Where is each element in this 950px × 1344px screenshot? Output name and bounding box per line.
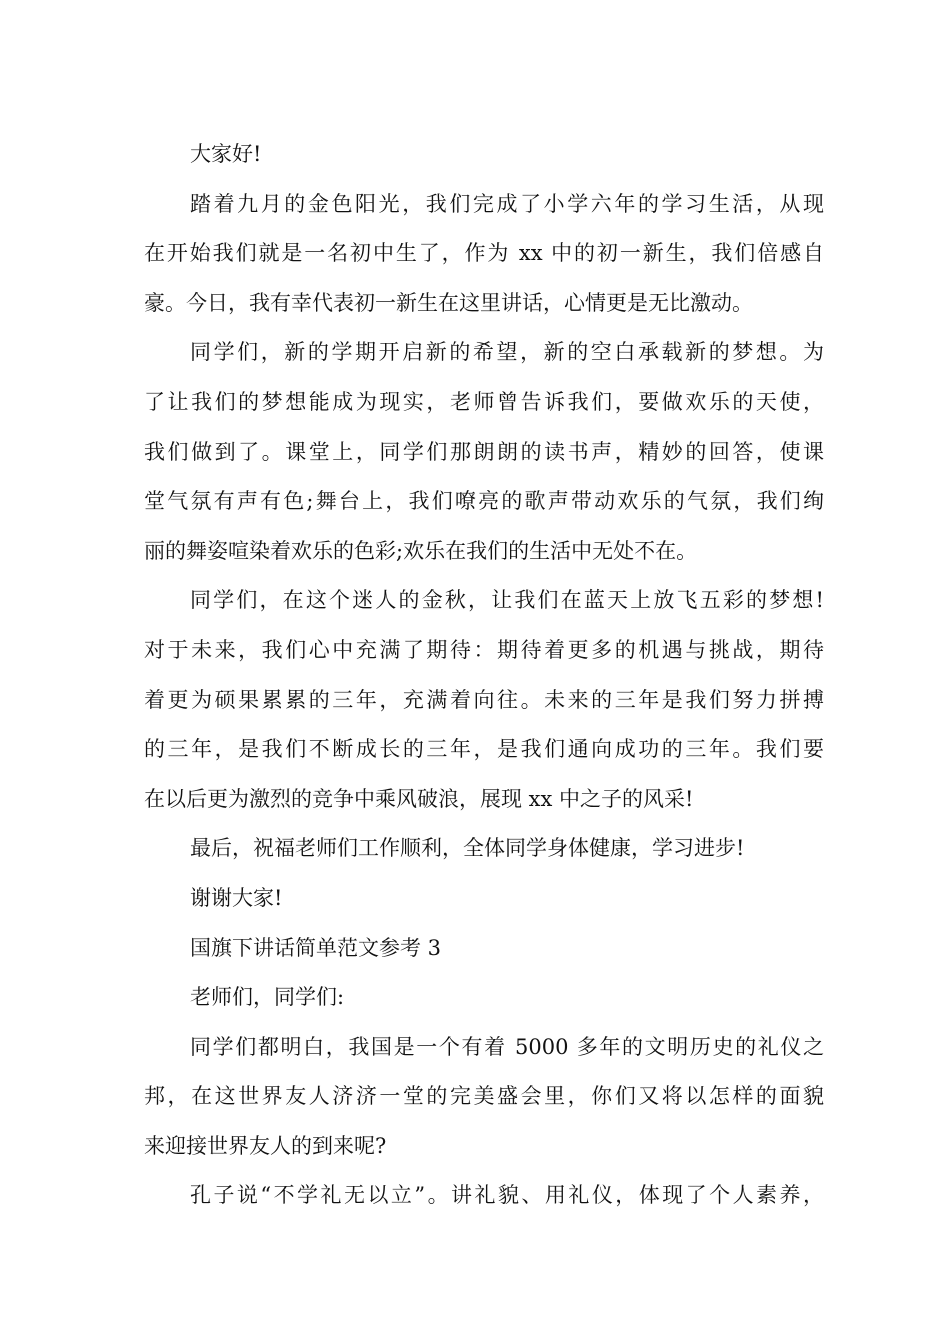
paragraph-4-line-2: 邦，在这世界友人济济一堂的完美盛会里，你们又将以怎样的面貌 [144,1084,824,1109]
document-body [144,130,824,1221]
paragraph-1-line-2: 在开始我们就是一名初中生了，作为 xx 中的初一新生，我们倍感自 [144,241,824,266]
paragraph-1-line-1: 踏着九月的金色阳光，我们完成了小学六年的学习生活，从现 [190,191,824,216]
paragraph-2-line-4: 堂气氛有声有色;舞台上，我们嘹亮的歌声带动欢乐的气氛，我们绚 [144,489,824,514]
paragraph-2-line-1: 同学们，新的学期开启新的希望，新的空白承载新的梦想。为 [190,340,824,365]
paragraph-1-line-3: 豪。今日，我有幸代表初一新生在这里讲话，心情更是无比激动。 [144,290,753,315]
paragraph-2-line-5: 丽的舞姿喧染着欢乐的色彩;欢乐在我们的生活中无处不在。 [144,538,698,563]
paragraph-3-line-5: 在以后更为激烈的竞争中乘风破浪，展现 xx 中之子的风采! [144,786,694,811]
salutation-line: 老师们，同学们: [190,985,345,1010]
paragraph-2-line-3: 我们做到了。课堂上，同学们那朗朗的读书声，精妙的回答，使课 [144,439,824,464]
thanks-line: 谢谢大家! [190,885,283,910]
paragraph-3-line-4: 的三年，是我们不断成长的三年，是我们通向成功的三年。我们要 [144,737,824,762]
paragraph-3-line-1: 同学们，在这个迷人的金秋，让我们在蓝天上放飞五彩的梦想! [190,588,824,613]
closing-wish-line: 最后，祝福老师们工作顺利，全体同学身体健康，学习进步! [190,836,745,861]
paragraph-5-line-1: 孔子说“不学礼无以立”。讲礼貌、用礼仪，体现了个人素养， [190,1183,824,1208]
section-title: 国旗下讲话简单范文参考 3 [190,935,442,960]
paragraph-4-line-1: 同学们都明白，我国是一个有着 5000 多年的文明历史的礼仪之 [190,1034,824,1059]
paragraph-3-line-3: 着更为硕果累累的三年，充满着向往。未来的三年是我们努力拼搏 [144,687,824,712]
greeting-line: 大家好! [190,142,262,166]
paragraph-4-line-3: 来迎接世界友人的到来呢? [144,1133,387,1158]
paragraph-3-line-2: 对于未来，我们心中充满了期待：期待着更多的机遇与挑战，期待 [144,637,824,662]
paragraph-2-line-2: 了让我们的梦想能成为现实，老师曾告诉我们，要做欢乐的天使， [144,389,824,414]
